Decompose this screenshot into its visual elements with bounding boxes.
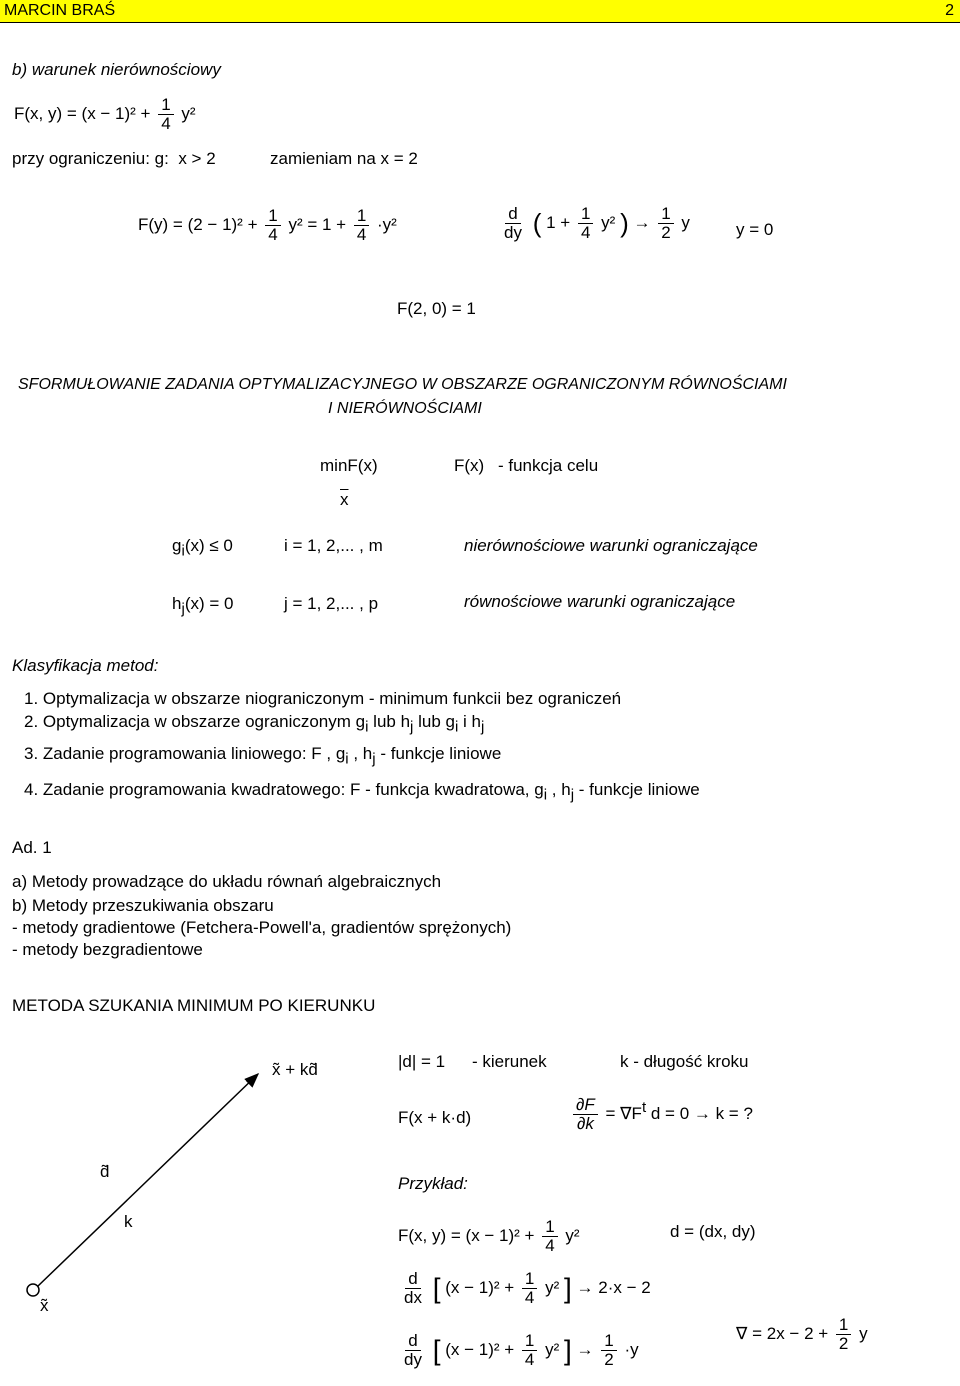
ad1-line-c: - metody gradientowe (Fetchera-Powell'a, gradientów sprężonych) xyxy=(12,918,512,937)
classification-item-2: 2. Optymalizacja w obszarze ograniczonym $g_i$ lub $h_j$ lub $g_i$ i $h_j$ xyxy=(24,712,485,736)
page-header xyxy=(0,0,960,23)
direction-diagram xyxy=(0,1050,380,1330)
inequality-index: i = 1, 2,... , m xyxy=(284,536,383,555)
reduced-function: F(y) = (2 − 1)² + $\frac{1}{4}$ y² = 1 + $\frac{1}{4}$ ·y² xyxy=(138,206,397,244)
result-y: y = 0 xyxy=(736,220,774,239)
formulation-heading-1: SFORMUŁOWANIE ZADANIA OPTYMALIZACYJNEGO W OBSZARZE OGRANICZONYM RÓWNOŚCIAMI xyxy=(18,376,787,393)
author-name: MARCIN BRAŚ xyxy=(4,2,116,19)
classification-item-3: 3. Zadanie programowania liniowego: F , $g_i$ , $h_j$ - funkcje liniowe xyxy=(24,744,502,768)
goal-expression: F(x) xyxy=(454,456,485,475)
ad1-line-d: - metody bezgradientowe xyxy=(12,940,203,959)
ad1-line-a: a) Metody prowadzące do układu równań algebraicznych xyxy=(12,872,442,891)
example-dx: $\frac{d}{dx}$ [ (x − 1)² + $\frac{1}{4}$ y² ] → 2·x − 2 xyxy=(404,1269,651,1307)
result-f: F(2, 0) = 1 xyxy=(397,299,476,318)
d-label: d̃ xyxy=(100,1162,110,1181)
section-b-title: b) warunek nierównościowy xyxy=(12,60,221,79)
start-point xyxy=(27,1284,39,1296)
example-heading: Przykład: xyxy=(398,1174,468,1193)
goal-description: - funkcja celu xyxy=(498,456,599,475)
point-label: x̃ + kd̃ xyxy=(272,1060,318,1079)
formulation-heading-2: I NIERÓWNOŚCIAMI xyxy=(328,400,482,417)
x-label: x̃ xyxy=(40,1296,49,1315)
inequality-description: nierównościowe warunki ograniczające xyxy=(464,536,758,555)
equality-index: j = 1, 2,... , p xyxy=(284,594,379,613)
classification-heading: Klasyfikacja metod: xyxy=(12,656,159,675)
inequality-constraint: $g_i(x) \le 0$ xyxy=(172,536,233,560)
k-label: k xyxy=(124,1212,133,1231)
constraint-line: przy ograniczeniu: g: x > 2 xyxy=(12,149,216,168)
direction-arrow xyxy=(38,1074,258,1286)
example-function: F(x, y) = (x − 1)² + $\frac{1}{4}$ y² xyxy=(398,1217,580,1255)
min-under: $\overline{x}$ xyxy=(340,490,349,509)
example-dy: $\frac{d}{dy}$ [ (x − 1)² + $\frac{1}{4}$ y² ] → $\frac{1}{2}$ ·y xyxy=(404,1331,639,1369)
derivative-expression: $\frac{d}{dy}$ ( 1 + $\frac{1}{4}$ y² ) → $\frac{1}{2}$ y xyxy=(504,204,690,242)
norm-description: - kierunek xyxy=(472,1052,547,1071)
replace-text: zamieniam na x = 2 xyxy=(270,149,418,168)
example-direction: d = (dx, dy) xyxy=(670,1222,756,1241)
equality-constraint: $h_j(x) = 0$ xyxy=(172,594,234,618)
step-description: k - długość kroku xyxy=(620,1052,749,1071)
gradient-expression: ∇ = 2x − 2 + $\frac{1}{2}$ y xyxy=(736,1315,868,1353)
line-function: F(x + k·d) xyxy=(398,1108,472,1127)
min-expression: minF(x) xyxy=(320,456,378,475)
classification-item-4: 4. Zadanie programowania kwadratowego: F - funkcja kwadratowa, $g_i$ , $h_j$ - funkcje liniowe xyxy=(24,780,700,804)
direction-heading: METODA SZUKANIA MINIMUM PO KIERUNKU xyxy=(12,996,376,1015)
ad1-line-b: b) Metody przeszukiwania obszaru xyxy=(12,896,274,915)
page-number: 2 xyxy=(945,2,954,19)
partial-derivative: $\frac{\partial F}{\partial k}$ = $\nabla F^t$ d = 0 → k = ? xyxy=(570,1096,753,1133)
ad1-heading: Ad. 1 xyxy=(12,838,52,857)
fraction-quarter: $\frac{1}{4}$ xyxy=(158,96,173,133)
objective-function: F(x, y) = (x − 1)² + $\frac{1}{4}$ y² xyxy=(14,95,196,133)
classification-item-1: 1. Optymalizacja w obszarze niograniczonym - minimum funkcii bez ograniczeń xyxy=(24,689,622,708)
equality-description: równościowe warunki ograniczające xyxy=(464,592,736,611)
norm-expression: |d| = 1 xyxy=(398,1052,446,1071)
